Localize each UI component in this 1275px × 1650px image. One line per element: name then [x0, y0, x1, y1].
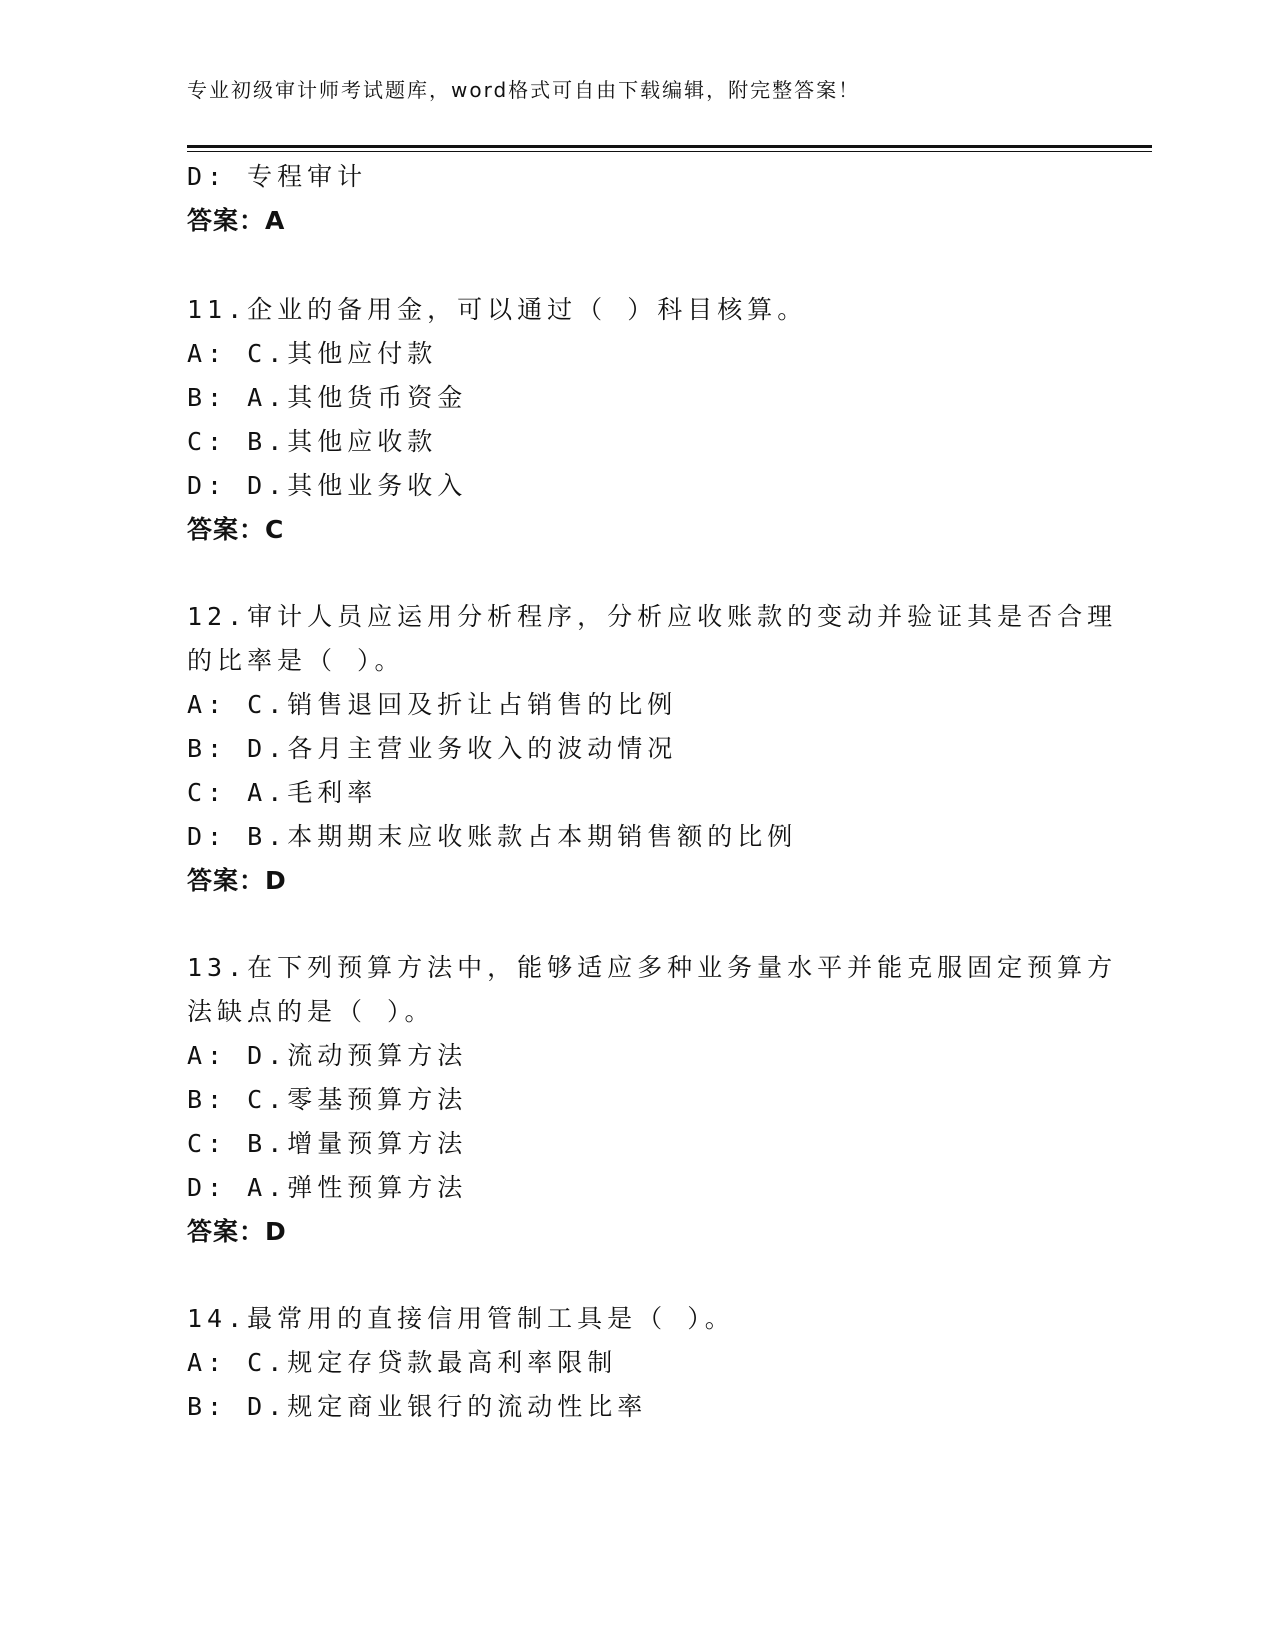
q12-option-b: B: D.各月主营业务收入的波动情况 [187, 734, 678, 763]
prev-answer: 答案：A [187, 206, 286, 235]
q12-option-d: D: B.本期期末应收账款占本期销售额的比例 [187, 822, 798, 851]
q13-option-b: B: C.零基预算方法 [187, 1085, 468, 1114]
q13-option-d: D: A.弹性预算方法 [187, 1173, 468, 1202]
q11-option-d: D: D.其他业务收入 [187, 471, 468, 500]
q14-stem: 14.最常用的直接信用管制工具是（ ）。 [187, 1304, 735, 1333]
q13-stem-line2: 法缺点的是（ ）。 [187, 997, 435, 1026]
q12-option-c: C: A.毛利率 [187, 778, 378, 807]
header-rule-thick [187, 145, 1152, 148]
q12-stem-line1: 12.审计人员应运用分析程序，分析应收账款的变动并验证其是否合理 [187, 602, 1118, 631]
q11-stem: 11.企业的备用金，可以通过（ ）科目核算。 [187, 295, 808, 324]
q14-option-a: A: C.规定存贷款最高利率限制 [187, 1348, 618, 1377]
q12-option-a: A: C.销售退回及折让占销售的比例 [187, 690, 678, 719]
q13-stem-line1: 13.在下列预算方法中，能够适应多种业务量水平并能克服固定预算方 [187, 953, 1118, 982]
q13-option-a: A: D.流动预算方法 [187, 1041, 468, 1070]
q13-option-c: C: B.增量预算方法 [187, 1129, 468, 1158]
page-header: 专业初级审计师考试题库，word格式可自由下载编辑，附完整答案！ [187, 78, 861, 102]
q12-answer: 答案：D [187, 866, 287, 895]
prev-option-d: D: 专程审计 [187, 162, 368, 191]
q11-option-c: C: B.其他应收款 [187, 427, 438, 456]
q13-answer: 答案：D [187, 1217, 287, 1246]
q14-option-b: B: D.规定商业银行的流动性比率 [187, 1392, 648, 1421]
q11-option-a: A: C.其他应付款 [187, 339, 438, 368]
header-rule-thin [187, 151, 1152, 152]
q11-option-b: B: A.其他货币资金 [187, 383, 468, 412]
q11-answer: 答案：C [187, 515, 285, 544]
q12-stem-line2: 的比率是（ ）。 [187, 646, 405, 675]
